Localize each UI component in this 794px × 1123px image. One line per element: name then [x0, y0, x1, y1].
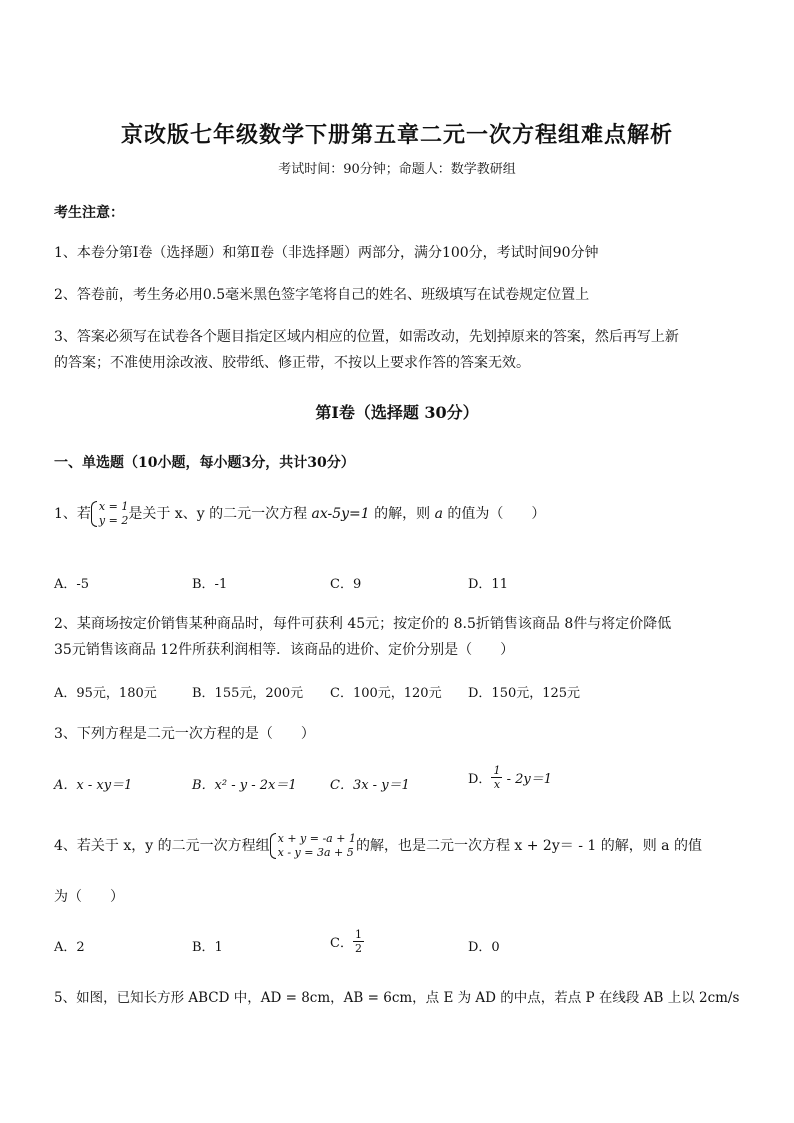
- q4-option-c-label: C．: [330, 936, 353, 951]
- question-2-line-2: 35元销售该商品 12件所获利润相等．该商品的进价、定价分别是（ ）: [54, 642, 515, 658]
- q4-option-c[interactable]: [330, 928, 364, 955]
- q1-equation: ax-5y=1: [311, 506, 370, 522]
- q1-option-a[interactable]: A．-5: [54, 577, 90, 592]
- q4-option-a[interactable]: A．2: [54, 940, 85, 955]
- q1-variable: a: [434, 506, 443, 522]
- q4-option-d[interactable]: D．0: [468, 940, 500, 955]
- q4-equation-system: [270, 832, 356, 860]
- q3-fraction-numerator: 1: [493, 764, 501, 777]
- q1-option-d[interactable]: D．11: [468, 577, 508, 592]
- q3-option-d[interactable]: [468, 764, 552, 791]
- q1-text-b: 的解，则: [369, 506, 435, 522]
- q2-option-b[interactable]: B．155元，200元: [192, 686, 304, 701]
- q1-system-line-2: y = 2: [98, 514, 129, 527]
- q4-fraction-denominator: 2: [354, 942, 362, 955]
- q2-option-c[interactable]: C．100元，120元: [330, 686, 442, 701]
- q4-option-b[interactable]: B．1: [192, 940, 223, 955]
- q1-option-b[interactable]: B．-1: [192, 577, 228, 592]
- q1-text-c: 的值为（ ）: [442, 506, 546, 522]
- q3-option-c[interactable]: C．3x - y＝1: [330, 778, 410, 793]
- part-heading: 一、单选题（10小题，每小题3分，共计30分）: [54, 455, 355, 471]
- question-3: 3、下列方程是二元一次方程的是（ ）: [54, 726, 315, 742]
- q1-prefix: 1、若: [54, 506, 91, 522]
- q3-fraction-denominator: x: [493, 778, 501, 791]
- q3-option-a[interactable]: A．x - xy＝1: [54, 778, 133, 793]
- q4-prefix: 4、若关于 x，y 的二元一次方程组: [54, 838, 270, 854]
- question-4: [54, 832, 744, 860]
- question-5: 5、如图，已知长方形 ABCD 中，AD = 8cm，AB = 6cm，点 E 为 AD 的中点，若点 P 在线段 AB 上以 2cm/s: [54, 990, 740, 1006]
- question-1: [54, 500, 744, 528]
- notice-item-3: 3、答案必须写在试卷各个题目指定区域内相应的位置，如需改动，先划掉原来的答案，然后再写上新: [54, 329, 679, 345]
- page-title: 京改版七年级数学下册第五章二元一次方程组难点解析: [120, 122, 673, 148]
- question-2-line-1: 2、某商场按定价销售某种商品时，每件可获利 45元；按定价的 8.5折销售该商品 8件与将定价降低: [54, 616, 672, 632]
- q4-text-a: 的解，也是二元一次方程 x + 2y＝ - 1 的解，则 a 的值: [355, 838, 702, 854]
- q1-option-c[interactable]: C．9: [330, 577, 362, 592]
- q3-option-b[interactable]: B．x² - y - 2x＝1: [192, 778, 297, 793]
- q3-option-d-label: D．: [468, 772, 492, 787]
- q2-option-d[interactable]: D．150元，125元: [468, 686, 581, 701]
- q4-fraction-numerator: 1: [354, 928, 362, 941]
- section-title: 第Ⅰ卷（选择题 30分）: [315, 403, 479, 422]
- q3-option-d-tail: - 2y＝1: [502, 772, 552, 787]
- q1-text-a: 是关于 x、y 的二元一次方程: [128, 506, 312, 522]
- q4-option-c-fraction: [353, 928, 364, 955]
- notice-heading: 考生注意：: [54, 205, 124, 221]
- notice-item-3-cont: 的答案；不准使用涂改液、胶带纸、修正带，不按以上要求作答的答案无效。: [54, 355, 530, 371]
- notice-item-2: 2、答卷前，考生务必用0.5毫米黑色签字笔将自己的姓名、班级填写在试卷规定位置上: [54, 287, 590, 303]
- q4-system-line-1: x + y = -a + 1: [277, 832, 356, 845]
- q4-system-line-2: x - y = 3a + 5: [277, 846, 354, 859]
- question-4-line-2: 为（ ）: [54, 889, 124, 905]
- q2-option-a[interactable]: A．95元，180元: [54, 686, 157, 701]
- q1-system-line-1: x = 1: [98, 500, 129, 513]
- page-subtitle: 考试时间：90分钟；命题人：数学教研组: [278, 162, 516, 177]
- q3-option-d-fraction: [491, 764, 502, 791]
- q1-equation-system: [91, 500, 128, 528]
- notice-item-1: 1、本卷分第Ⅰ卷（选择题）和第Ⅱ卷（非选择题）两部分，满分100分，考试时间90分钟: [54, 245, 599, 261]
